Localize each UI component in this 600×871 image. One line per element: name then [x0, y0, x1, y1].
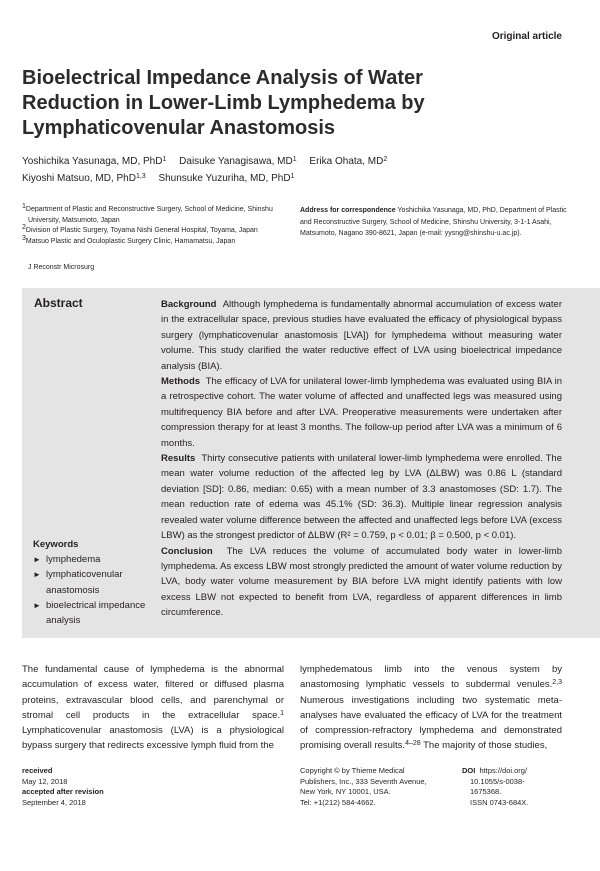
- abstract-body: [161, 297, 562, 621]
- copyright-line: Tel: +1(212) 584-4662.: [300, 797, 376, 807]
- copyright-line: Publishers, Inc., 333 Seventh Avenue,: [300, 776, 427, 786]
- body-text: Lymphaticovenular anastomosis (LVA) is a physiological bypass surgery that redirects excessive lymph fluid from the: [22, 725, 284, 752]
- keywords: [33, 537, 163, 628]
- abstract-section-text: The efficacy of LVA for unilateral lower-limb lymphedema was evaluated using BIA in a retrospective cohort. The water volume of affected and unaffected legs was measured using multifrequency BIA before and after LVA. Preoperative measurements were undertaken after compression therapy for at least 3 months. The follow-up period after LVA was a minimum of 6 months.: [161, 376, 563, 449]
- affiliation-number: 3: [22, 234, 26, 242]
- body-text-column-left: [22, 662, 284, 754]
- author-2[interactable]: [179, 156, 296, 167]
- keywords-heading: Keywords: [33, 539, 79, 550]
- author-3[interactable]: [309, 156, 387, 167]
- triangle-bullet-icon: ►: [33, 600, 41, 610]
- correspondence-text: Yoshichika Yasunaga, MD, PhD, Department of Plastic and Reconstructive Surgery, School of Medicine, Shinshu University, 3-1-1 Asahi, Matsumoto, Nagano 390-8621, Japan (e-mail: yysng@shinshu-u.ac.jp).: [300, 207, 567, 237]
- abstract-section-text: Thirty consecutive patients with unilateral lower-limb lymphedema were enrolled. The mean water volume reduction of the affected leg by LVA (ΔLBW) was 0.86 L (standard deviation [SD]: 0.86, median: 0.65) with a mean number of 3.3 anastomoses (SD: 1.7). The mean reduction rate of edema was 45.1% (SD: 36.3). Multiple linear regression analysis revealed water volume difference between the affected and unaffected legs before LVA (excess LBW) as the strongest predictor of ΔLBW (R² = 0.759, p < 0.01; β = 0.500, p < 0.01).: [161, 453, 563, 542]
- author-name: Shunsuke Yuzuriha, MD, PhD: [158, 173, 291, 184]
- keyword-text: lymphedema: [46, 554, 101, 566]
- footer-copyright: [300, 766, 450, 808]
- abstract-section-label: Background: [161, 299, 217, 310]
- author-affiliation-sup: 2: [383, 156, 388, 163]
- doi-label: DOI: [462, 766, 476, 775]
- author-name: Daisuke Yanagisawa, MD: [179, 156, 293, 167]
- issn: ISSN 0743-684X.: [470, 797, 529, 807]
- doi-line[interactable]: 1675368.: [470, 787, 502, 797]
- affiliation-item: [22, 205, 292, 226]
- keywords-list: [33, 552, 163, 628]
- author-name: Erika Ohata, MD: [309, 156, 384, 167]
- triangle-bullet-icon: ►: [33, 555, 41, 565]
- article-type-label: Original article: [491, 31, 562, 42]
- abstract-section-text: The LVA reduces the volume of accumulated body water in lower-limb lymphedema. As excess LBW most strongly predicted the amount of water volume reduction by LVA, body water volume measurement by BIA before LVA might identify patients with low excess LBW not expected to benefit from LVA, regardless of apparent differences in limb circumference.: [161, 545, 562, 619]
- affiliations: [22, 205, 292, 247]
- author-affiliation-sup: 1: [292, 156, 297, 163]
- article-title: Bioelectrical Impedance Analysis of Water Reduction in Lower-Limb Lymphedema by Lymphaticovenular Anastomosis: [22, 67, 425, 139]
- abstract-section-text: Although lymphedema is fundamentally abnormal accumulation of excess water in the extracellular space, previous studies have evaluated the efficacy of physiological bypass surgery (lymphaticovenular anastomosis [LVA]) for lymphedema without measuring water volume. This study clarified the water reductive effect of LVA using bioelectrical impedance analysis (BIA).: [161, 299, 562, 372]
- footer-dates: [22, 766, 104, 808]
- copyright-line: Copyright © by Thieme Medical: [300, 766, 405, 775]
- keyword-item[interactable]: [33, 567, 163, 597]
- keyword-text: bioelectrical impedance analysis: [46, 599, 146, 627]
- abstract-section: [161, 297, 562, 374]
- abstract-section: [161, 544, 562, 621]
- doi-line[interactable]: 10.1055/s-0038-: [470, 776, 525, 786]
- affiliation-text: Matsuo Plastic and Oculoplastic Surgery Clinic, Hamamatsu, Japan: [25, 237, 236, 245]
- received-date: May 12, 2018: [22, 776, 68, 786]
- author-affiliation-sup: 1,3: [135, 173, 146, 180]
- triangle-bullet-icon: ►: [33, 570, 41, 580]
- author-affiliation-sup: 1: [290, 173, 295, 180]
- author-affiliation-sup: 1: [162, 156, 167, 163]
- affiliation-text: Division of Plastic Surgery, Toyama Nishi General Hospital, Toyama, Japan: [25, 227, 258, 234]
- author-line-1: [22, 154, 397, 170]
- citation-sup[interactable]: 1: [280, 709, 284, 717]
- abstract-section-label: Conclusion: [161, 545, 213, 557]
- author-name: Kiyoshi Matsuo, MD, PhD: [22, 173, 136, 184]
- body-text: The fundamental cause of lymphedema is the abnormal accumulation of excess water, filtered or diffused plasma proteins, extravascular blood cells, and parenchymal or stromal cell products in the extracellular space.: [22, 664, 284, 721]
- doi-link[interactable]: https://doi.org/: [479, 766, 528, 775]
- copyright-line: New York, NY 10001, USA.: [300, 787, 391, 797]
- author-4[interactable]: [22, 173, 146, 184]
- author-1[interactable]: [22, 156, 166, 167]
- abstract-section: [161, 374, 562, 451]
- affiliation-item: [22, 234, 292, 248]
- author-line-2: [22, 171, 304, 187]
- affiliation-number: 1: [22, 203, 26, 210]
- abstract-section: [161, 451, 562, 543]
- accepted-label: accepted after revision: [22, 787, 104, 797]
- correspondence-label: Address for correspondence: [300, 207, 396, 214]
- abstract-section-label: Results: [161, 453, 196, 465]
- affiliation-item: [22, 226, 292, 237]
- keyword-text: lymphaticovenular anastomosis: [46, 569, 123, 596]
- accepted-date: September 4, 2018: [22, 797, 86, 807]
- body-text: Numerous investigations including two systematic meta-analyses have evaluated the efficacy of LVA for the treatment of compression-refractory lymphedema and demonstrated promising overall results.: [300, 694, 562, 752]
- affiliation-number: 2: [22, 224, 26, 231]
- body-text: lymphedematous limb into the venous system by anastomosing lymphatic vessels to subdermal venules.: [300, 664, 562, 691]
- keyword-item[interactable]: [33, 598, 163, 628]
- abstract-heading: Abstract: [34, 296, 83, 310]
- received-label: received: [22, 766, 53, 775]
- citation-sup[interactable]: 2,3: [552, 679, 562, 687]
- abstract-section-label: Methods: [161, 376, 201, 388]
- author-name: Yoshichika Yasunaga, MD, PhD: [22, 156, 163, 167]
- body-text: The majority of those studies,: [420, 740, 548, 752]
- affiliation-text: Department of Plastic and Reconstructive Surgery, School of Medicine, Shinshu University, Matsumoto, Japan: [25, 206, 273, 224]
- correspondence: [300, 205, 580, 240]
- body-text-column-right: [300, 662, 562, 754]
- keyword-item[interactable]: [33, 552, 163, 567]
- footer-doi: [462, 766, 572, 808]
- citation-sup[interactable]: 4–28: [405, 740, 421, 748]
- journal-name: J Reconstr Microsurg: [28, 264, 95, 271]
- author-5[interactable]: [158, 173, 294, 184]
